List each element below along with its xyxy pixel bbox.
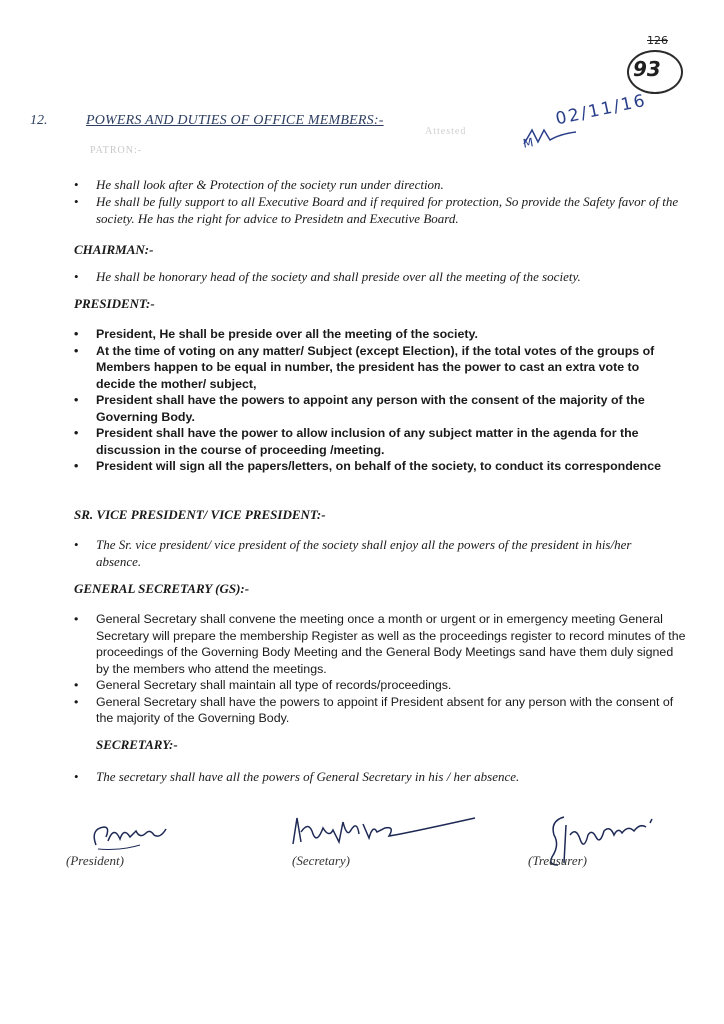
list-item: • President shall have the powers to appoint any person with the consent of the majority of the Governing Body. [96, 392, 666, 425]
list-item: • President shall have the power to allow inclusion of any subject matter in the agenda for the discussion in the course of proceeding /meeting. [96, 425, 666, 458]
list-item: • At the time of voting on any matter/ Subject (except Election), if the total votes of the groups of Members happen to be equal in number, the president has the power to cast an extra vote to decide the mother/ subject, [96, 343, 666, 393]
secretary-list [96, 768, 676, 785]
list-item: • President will sign all the papers/letters, on behalf of the society, to conduct its correspondence [96, 458, 666, 475]
president-heading: PRESIDENT:- [74, 296, 155, 311]
handwritten-initial-mark [520, 120, 580, 150]
vice-president-heading: SR. VICE PRESIDENT/ VICE PRESIDENT:- [74, 507, 326, 522]
list-item: • He shall be honorary head of the society and shall preside over all the meeting of the society. [96, 268, 696, 285]
vice-president-list [96, 536, 656, 570]
list-item: • President, He shall be preside over all the meeting of the society. [96, 326, 666, 343]
patron-heading-faint: PATRON:- [90, 145, 143, 156]
list-item: • He shall look after & Protection of the society run under direction. [96, 176, 696, 193]
list-item: • General Secretary shall maintain all type of records/proceedings. [96, 677, 686, 694]
chairman-list [96, 268, 696, 285]
page-number-old: 126 [647, 34, 668, 47]
list-item: • General Secretary shall have the powers to appoint if President absent for any person with the consent of the majority of the Governing Body. [96, 694, 686, 727]
treasurer-signature-label: (Treasurer) [528, 853, 587, 868]
section-title: POWERS AND DUTIES OF OFFICE MEMBERS:- [86, 113, 384, 128]
general-secretary-heading: GENERAL SECRETARY (GS):- [74, 581, 250, 596]
faint-stamp-text: Attested [425, 126, 467, 137]
chairman-heading: CHAIRMAN:- [74, 242, 154, 257]
president-signature-label: (President) [66, 853, 124, 868]
secretary-heading: SECRETARY:- [96, 737, 178, 752]
handwritten-initial: M [521, 135, 535, 151]
page-number: 93 [633, 57, 661, 81]
secretary-signature [285, 808, 485, 853]
patron-list [96, 176, 696, 227]
list-item: • The secretary shall have all the powers of General Secretary in his / her absence. [96, 768, 676, 785]
list-item: • He shall be fully support to all Executive Board and if required for protection, So provide the Safety favor of the society. He has the right for advice to Presidetn and Executive Board. [96, 193, 696, 227]
president-list [96, 326, 666, 475]
general-secretary-list [96, 611, 686, 727]
handwritten-date: 02/11/16 [553, 90, 649, 130]
list-item: • General Secretary shall convene the meeting once a month or urgent or in emergency meeting General Secretary will prepare the membership Register as well as the proceedings register to record minutes of the proceedings of the Governing Body Meeting and the General Body Meetings sand have them duly signed by the members who attend the meetings. [96, 611, 686, 677]
secretary-signature-label: (Secretary) [292, 853, 350, 868]
list-item: • The Sr. vice president/ vice president of the society shall enjoy all the powers of the president in his/her absence. [96, 536, 656, 570]
section-number: 12. [30, 113, 48, 128]
